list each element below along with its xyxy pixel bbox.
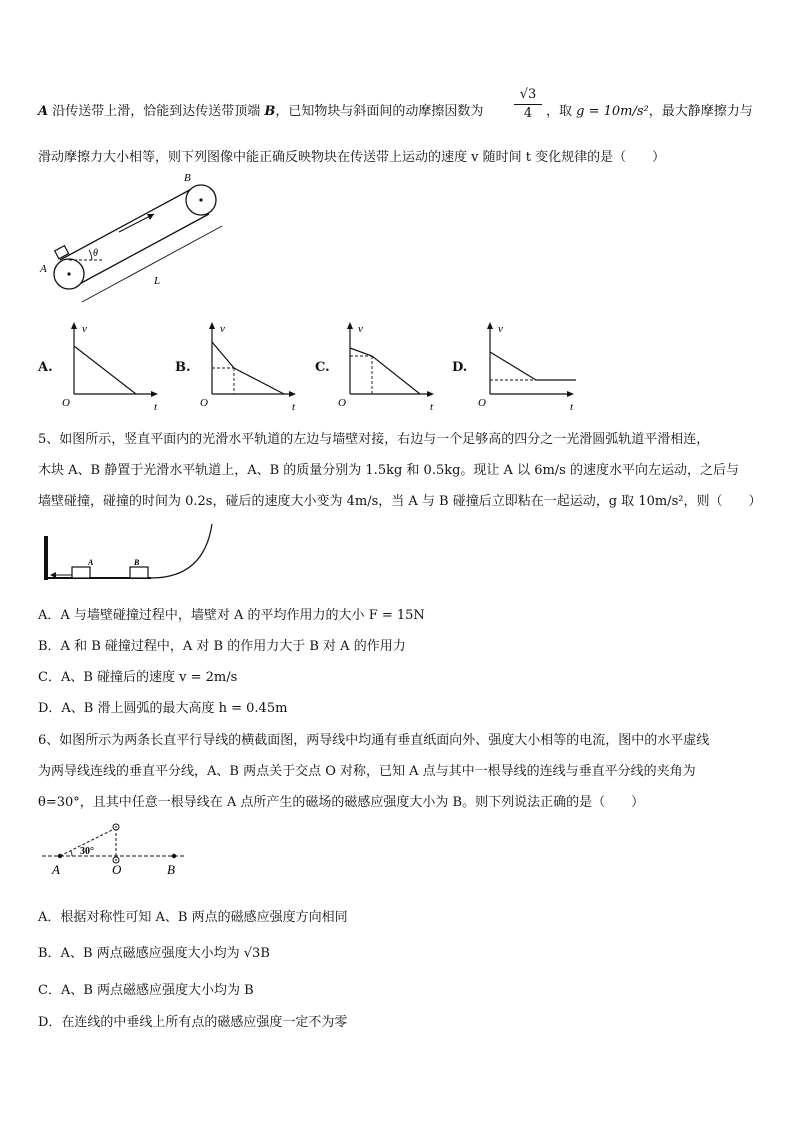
q4-option-b-label: B.: [175, 360, 191, 375]
graph-d-origin: O: [478, 397, 486, 409]
q4-label-b: B: [264, 104, 276, 119]
q5-text-line1: 5、如图所示，竖直平面内的光滑水平轨道的左边与墙壁对接，右边与一个足够高的四分之一光滑圆弧轨道平滑相连，: [38, 432, 710, 447]
graph-c-axis-v: v: [358, 323, 363, 335]
q5-option-d: D．A、B 滑上圆弧的最大高度 h = 0.45m: [38, 701, 288, 716]
graph-b-axis-t: t: [292, 401, 296, 413]
q5-option-a: A．A 与墙壁碰撞过程中，墙壁对 A 的平均作用力的大小 F = 15N: [38, 608, 425, 623]
q4-label-a: A: [38, 104, 49, 119]
q5-text-line3: 墙壁碰撞，碰撞的时间为 0.2s，碰后的速度大小变为 4m/s，当 A 与 B 碰撞后立即粘在一起运动，g 取 10m/s²，则（ ）: [38, 494, 762, 509]
graph-c-axis-t: t: [430, 401, 434, 413]
graph-d-line: [490, 352, 576, 380]
graph-a-axis-t: t: [154, 401, 158, 413]
fig6-label-b: B: [167, 862, 175, 877]
q6-option-c: C．A、B 两点磁感应强度大小均为 B: [38, 983, 254, 998]
q6-wire-figure: [36, 818, 206, 884]
q6-text-line3: θ=30°，且其中任意一根导线在 A 点所产生的磁场的磁感应强度大小为 B。则下列说法正确的是（ ）: [38, 795, 645, 810]
q4-fraction: [514, 86, 542, 123]
q4-graph-a: [60, 318, 170, 413]
graph-d-axis-t: t: [570, 401, 574, 413]
graph-a-axis-v: v: [82, 323, 87, 335]
fig4-label-theta: θ: [93, 248, 98, 259]
q6-text-line1: 6、如图所示为两条长直平行导线的横截面图，两导线中均通有垂直纸面向外、强度大小相等的电流，图中的水平虚线: [38, 733, 710, 748]
q4-text-1f: ，最大静摩擦力与: [648, 104, 753, 119]
q4-graph-d: [476, 318, 586, 413]
q6-option-b: B．A、B 两点磁感应强度大小均为 √3B: [38, 946, 270, 961]
q4-graph-b: [198, 318, 308, 413]
fig4-label-b: B: [184, 172, 191, 184]
block-a: [72, 567, 90, 578]
arc-track: [151, 524, 212, 578]
q5-track-figure: [36, 520, 226, 590]
fig4-label-l: L: [154, 275, 161, 287]
q4-option-d-label: D.: [452, 360, 468, 375]
q4-text-1b: 沿传送带上滑，恰能到达传送带顶端: [48, 104, 265, 119]
graph-b-origin: O: [200, 397, 208, 409]
fig6-label-o: O: [112, 862, 122, 877]
wall: [44, 536, 48, 580]
q4-text-1d: ，已知物块与斜面间的动摩擦因数为: [275, 104, 484, 119]
q5-option-c: C．A、B 碰撞后的速度 v = 2m/s: [38, 670, 238, 685]
graph-c-origin: O: [338, 397, 346, 409]
point-a: [58, 854, 62, 858]
q4-text-line2: 滑动摩擦力大小相等，则下列图像中能正确反映物块在传送带上运动的速度 v 随时间 t 变化规律的是（ ）: [38, 150, 666, 165]
q4-text-line1: [38, 100, 483, 119]
graph-d-axis-v: v: [498, 323, 503, 335]
q5-option-b: B．A 和 B 碰撞过程中，A 对 B 的作用力大于 B 对 A 的作用力: [38, 639, 406, 654]
fig6-label-a: A: [52, 862, 60, 877]
graph-a-line: [74, 346, 136, 394]
q6-option-a: A．根据对称性可知 A、B 两点的磁感应强度方向相同: [38, 910, 348, 925]
q4-fraction-den: 4: [523, 106, 533, 121]
q4-text-1e: ，取: [546, 104, 577, 119]
graph-b-axis-v: v: [220, 323, 225, 335]
fig4-label-a: A: [40, 263, 47, 275]
fig6-label-angle: 30°: [80, 846, 94, 857]
block-b: [130, 567, 148, 578]
fig5-label-a: A: [88, 558, 94, 567]
q4-text-line1-tail: [546, 100, 753, 119]
point-b: [172, 854, 176, 858]
q4-option-a-label: A.: [38, 360, 53, 375]
q6-text-line2: 为两导线连线的垂直平分线，A、B 两点关于交点 O 对称，已知 A 点与其中一根导线的连线与垂直平分线的夹角为: [38, 764, 696, 779]
q4-graph-c: [336, 318, 446, 413]
q5-text-line2: 木块 A、B 静置于光滑水平轨道上，A、B 的质量分别为 1.5kg 和 0.5kg。现让 A 以 6m/s 的速度水平向左运动，之后与: [38, 463, 739, 478]
fig5-label-b: B: [134, 558, 140, 567]
q4-option-c-label: C.: [315, 360, 330, 375]
q4-conveyor-figure: [36, 170, 226, 310]
graph-c-line: [350, 348, 420, 394]
q4-fraction-num: √3: [514, 86, 542, 105]
q6-option-d: D．在连线的中垂线上所有点的磁感应强度一定不为零: [38, 1015, 348, 1030]
q4-g-expr: g = 10m/s²: [576, 104, 649, 119]
graph-a-origin: O: [62, 397, 70, 409]
